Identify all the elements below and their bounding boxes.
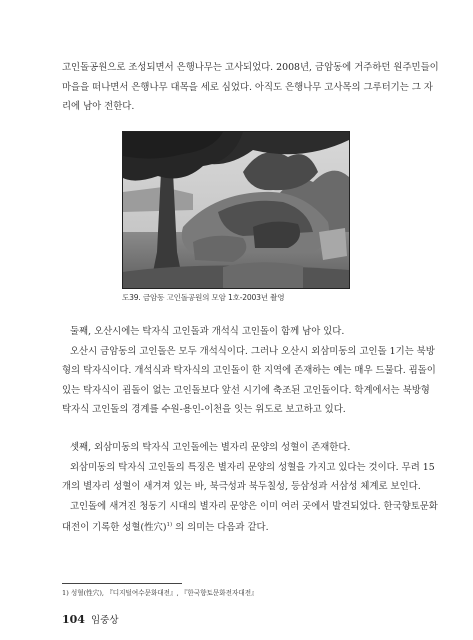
figure-caption: 도39. 금암동 고인돌공원의 모암 1호-2003년 촬영: [122, 293, 285, 302]
text-line: 고인돌공원으로 조성되면서 은행나무는 고사되었다. 2008년, 금암동에 거주하던 원주민들이: [62, 62, 439, 73]
text-line: 형의 탁자식이다. 개석식과 탁자식의 고인돌이 한 지역에 존재하는 예는 매우 드물다. 굄돌이: [62, 365, 436, 376]
text-line: 둘째, 오산시에는 탁자식 고인돌과 개석식 고인돌이 함께 남아 있다.: [70, 326, 345, 337]
text-line: 개의 별자리 성혈이 새겨져 있는 바, 북극성과 북두칠성, 등삼성과 서삼성 체계로 보인다.: [62, 481, 421, 492]
text-line: 셋째, 외삼미동의 탁자식 고인돌에는 별자리 문양의 성혈이 존재한다.: [70, 442, 351, 453]
text-line: [62, 516, 414, 538]
text-fragment: 대전이 기록한 성혈(性穴): [62, 522, 167, 534]
paragraph-third: [62, 438, 438, 538]
text-line: 오산시 금암동의 고인돌은 모두 개석식이다. 그러나 오산시 외삼미동의 고인돌 1기는 북방: [70, 345, 435, 357]
text-line: 리에 남아 전한다.: [62, 101, 135, 112]
text-fragment: 의 의미는 다음과 같다.: [172, 522, 269, 534]
footnote: 1) 성혈(性穴), 『디지털여수문화대전』, 『한국향토문화전자대전』: [62, 589, 258, 597]
paragraph-intro: [62, 58, 439, 117]
text-line: 마을을 떠나면서 은행나무 대목을 세로 심었다. 아직도 은행나무 고사목의 그루터기는 그 자: [62, 81, 433, 93]
dolmen-photo: [122, 131, 350, 289]
text-line: 있는 탁자식이 굄돌이 없는 고인돌보다 앞선 시기에 축조된 고인돌이다. 학계에서는 북방형: [62, 384, 430, 396]
footnote-divider: [62, 583, 182, 584]
paragraph-second: [62, 322, 436, 420]
text-line: 외삼미동의 탁자식 고인돌의 특징은 별자리 문양의 성혈을 가지고 있다는 것이다. 무려 15: [70, 461, 435, 473]
page-number: 104: [62, 613, 85, 626]
footnote-ref: 1): [166, 522, 173, 528]
text-line: 고인돌에 새겨진 청동기 시대의 별자리 문양은 이미 여러 곳에서 발견되었다. 한국향토문화: [70, 500, 438, 512]
dolmen-photo-image: [123, 132, 349, 288]
running-title: 임중상: [91, 615, 119, 626]
text-line: 탁자식 고인돌의 경계를 수원-용인-이천을 잇는 위도로 보고하고 있다.: [62, 404, 346, 415]
page-footer: [62, 612, 119, 626]
